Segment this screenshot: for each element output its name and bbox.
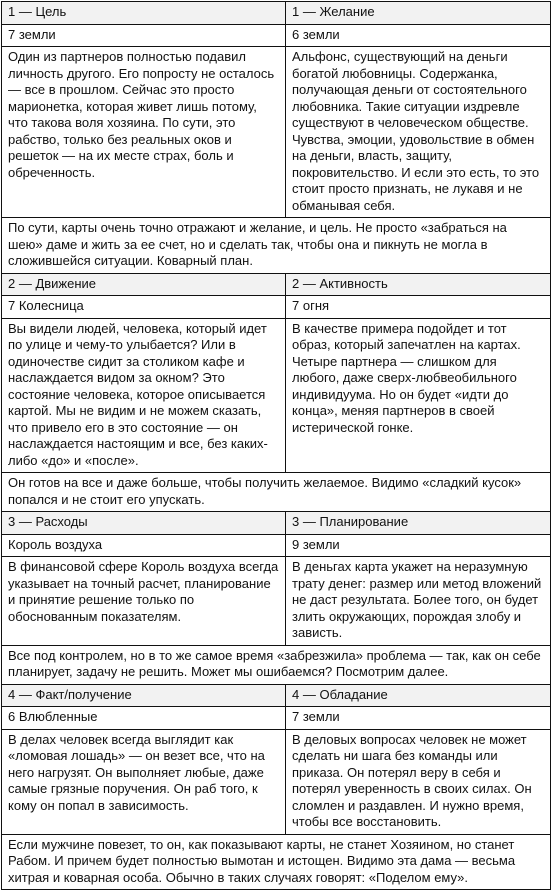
section-4-header-row — [2, 684, 551, 707]
section-4-card-row — [2, 707, 551, 730]
section-1-right-text: Альфонс, существующий на деньги богатой любовницы. Содержанка, получающая деньги от состоятельного любовника. Такие ситуации издревле существуют в человеческом обществе. Чувства, эмоции, удовольствие в обмен на деньги, власть, защиту, покровительство. И если это есть, то это стоит просто признать, не лукавя и не обманывая себя. — [286, 47, 551, 218]
section-1-text-row — [2, 47, 551, 218]
section-4-summary-row — [2, 834, 551, 890]
section-3-summary: Все под контролем, но в то же самое время «забрезжила» проблема — так, как он себе планирует, задачу не решить. Может мы ошибаемся? Посмотрим далее. — [2, 645, 551, 684]
section-3-right-text: В деньгах карта укажет на неразумную трату денег: размер или метод вложений не даст результата. Более того, он будет злить окружающих, порождая злобу и зависть. — [286, 557, 551, 646]
section-4-summary: Если мужчине повезет, то он, как показывают карты, не станет Хозяином, но станет Рабом. И причем будет полностью вымотан и истощен. Видимо эта дама — весьма хитрая и коварная особа. Обычно в таких случаях говорят: «Поделом ему». — [2, 834, 551, 890]
section-2-left-text: Вы видели людей, человека, который идет по улице и чему-то улыбается? Или в одиночестве сидит за столиком кафе и наслаждается видом за окном? Это состояние человека, которое описывается картой. Мы не видим и не можем сказать, что привело его в это состояние — он наслаждается настоящим и все, без каких-либо «до» и «после». — [2, 318, 286, 473]
section-2-text-row — [2, 318, 551, 473]
section-1-right-header: 1 — Желание — [286, 2, 551, 25]
section-3-card-row — [2, 534, 551, 557]
section-4-left-header: 4 — Факт/получение — [2, 684, 286, 707]
section-1-summary-row — [2, 218, 551, 274]
section-2-summary: Он готов на все и даже больше, чтобы получить желаемое. Видимо «сладкий кусок» попался и не стоит его упускать. — [2, 473, 551, 512]
section-2-left-card: 7 Колесница — [2, 296, 286, 319]
section-2-summary-row — [2, 473, 551, 512]
section-3-left-header: 3 — Расходы — [2, 512, 286, 535]
section-4-right-text: В деловых вопросах человек не может сделать ни шага без команды или приказа. Он потерял веру в себя и потерял уверенность в своих силах. Он сломлен и раздавлен. И нужно время, чтобы все восстановить. — [286, 729, 551, 834]
section-1-left-text: Один из партнеров полностью подавил личность другого. Его попросту не осталось — все в прошлом. Сейчас это просто марионетка, которая живет лишь потому, что такова воля хозяина. По сути, это рабство, только без реальных оков и решеток — на их месте страх, боль и обреченность. — [2, 47, 286, 218]
section-3-left-text: В финансовой сфере Король воздуха всегда указывает на точный расчет, планирование и принятие решение только по обоснованным показателям. — [2, 557, 286, 646]
section-2-left-header: 2 — Движение — [2, 273, 286, 296]
section-2-right-text: В качестве примера подойдет и тот образ, который запечатлен на картах. Четыре партнера — слишком для любого, даже сверх-любвеобильного индивидуума. Но он будет «идти до конца», меняя партнеров в своей истерической гонке. — [286, 318, 551, 473]
tarot-reading-table — [1, 1, 551, 890]
section-1-left-header: 1 — Цель — [2, 2, 286, 25]
section-1-header-row — [2, 2, 551, 25]
section-3-left-card: Король воздуха — [2, 534, 286, 557]
section-4-left-card: 6 Влюбленные — [2, 707, 286, 730]
section-1-summary: По сути, карты очень точно отражают и желание, и цель. Не просто «забраться на шею» даме и жить за ее счет, но и сделать так, чтобы она и пикнуть не могла в сложившейся ситуации. Коварный план. — [2, 218, 551, 274]
section-2-header-row — [2, 273, 551, 296]
section-3-summary-row — [2, 645, 551, 684]
section-4-right-header: 4 — Обладание — [286, 684, 551, 707]
section-3-header-row — [2, 512, 551, 535]
section-3-text-row — [2, 557, 551, 646]
section-4-right-card: 7 земли — [286, 707, 551, 730]
section-1-left-card: 7 земли — [2, 24, 286, 47]
section-4-left-text: В делах человек всегда выглядит как «ломовая лошадь» — он везет все, что на него нагрузят. Он выполняет любые, даже самые грязные поручения. Он раб того, к кому он попал в зависимость. — [2, 729, 286, 834]
section-2-right-card: 7 огня — [286, 296, 551, 319]
section-2-right-header: 2 — Активность — [286, 273, 551, 296]
section-4-text-row — [2, 729, 551, 834]
section-1-right-card: 6 земли — [286, 24, 551, 47]
section-3-right-header: 3 — Планирование — [286, 512, 551, 535]
section-3-right-card: 9 земли — [286, 534, 551, 557]
section-1-card-row — [2, 24, 551, 47]
section-2-card-row — [2, 296, 551, 319]
